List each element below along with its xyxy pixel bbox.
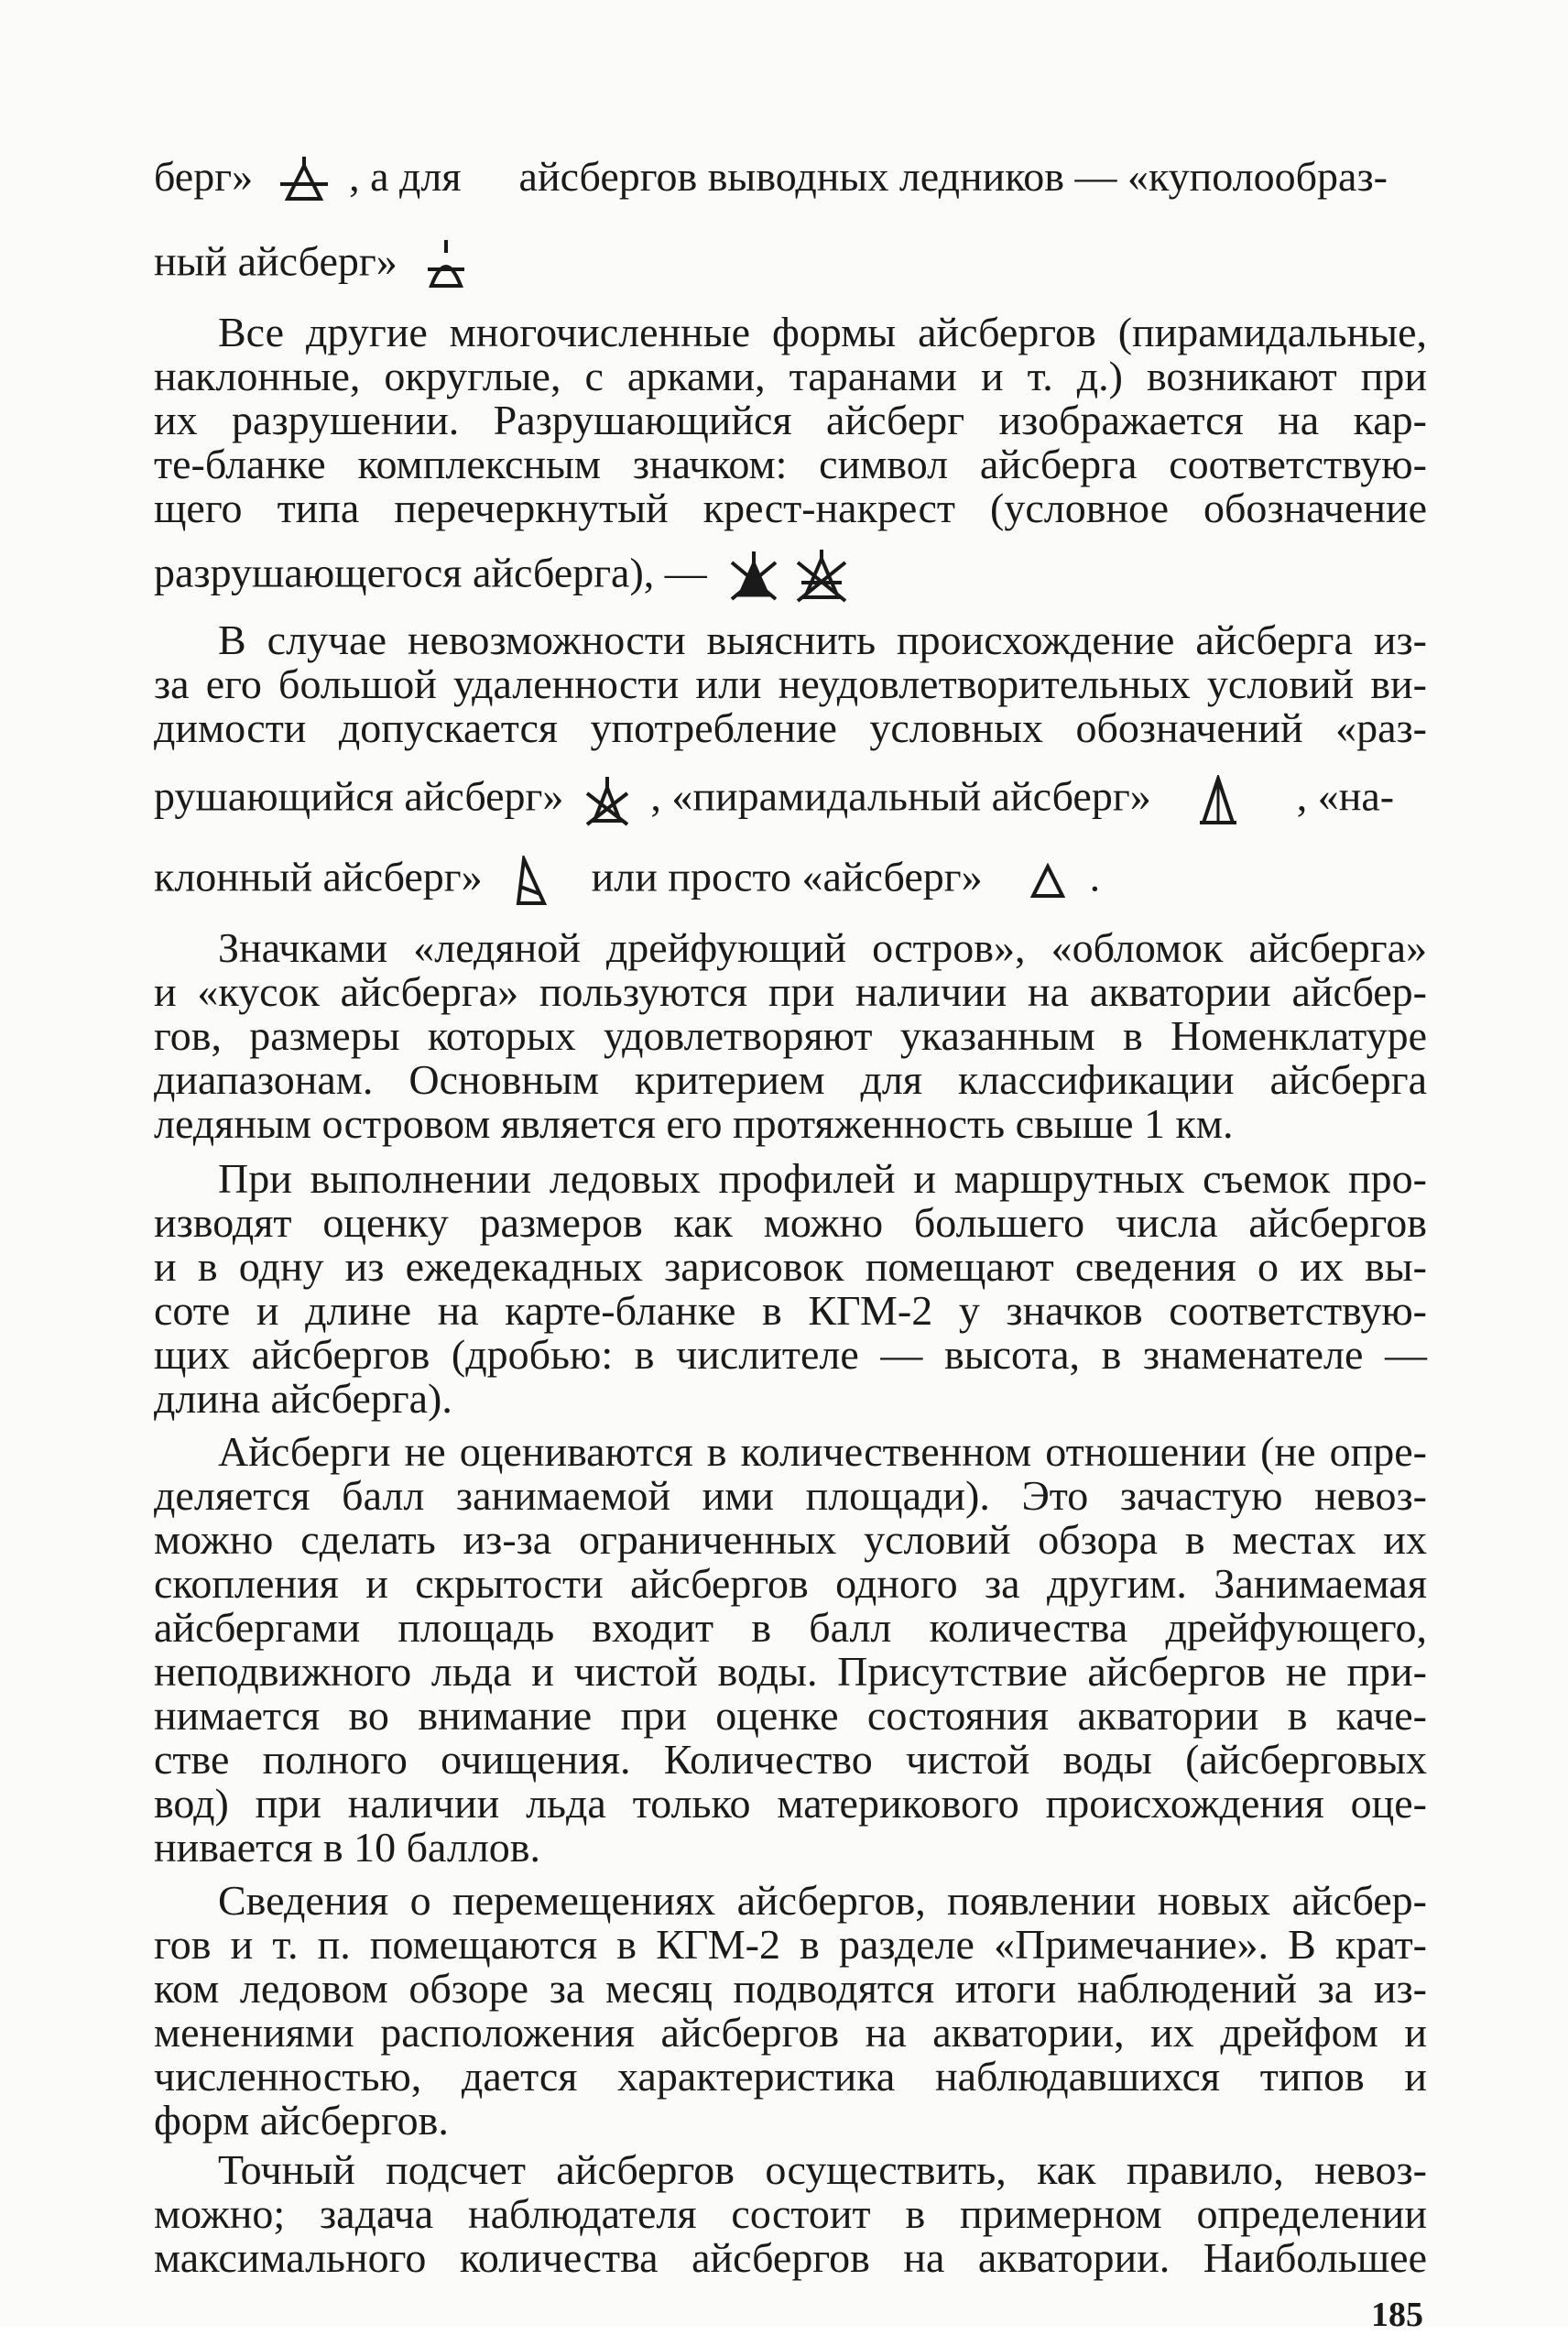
text-line: можно; задача наблюдателя состоит в примерном определении — [154, 2190, 1427, 2237]
text-line: ледяным островом является его протяженность свыше 1 км. — [154, 1100, 1234, 1147]
text-line: и «кусок айсберга» пользуются при наличии на акватории айсбер- — [154, 968, 1427, 1015]
text-line: гов, размеры которых удовлетворяют указанным в Номенклатуре — [154, 1012, 1427, 1059]
text-fragment: , «на- — [1296, 772, 1395, 820]
text-line: Точный подсчет айсбергов осуществить, как правило, невоз- — [218, 2146, 1427, 2193]
text-fragment: ный айсберг» — [154, 237, 397, 285]
text-line: менениями расположения айсбергов на акватории, их дрейфом и — [154, 2009, 1427, 2056]
text-line: Значками «ледяной дрейфующий остров», «обломок айсберга» — [218, 924, 1427, 971]
text-line: неподвижного льда и чистой воды. Присутствие айсбергов не при- — [154, 1648, 1427, 1695]
text-line: нимается во внимание при оценке состояния акватории в каче- — [154, 1692, 1427, 1739]
text-line: скопления и скрытости айсбергов одного за другим. Занимаемая — [154, 1560, 1427, 1607]
text-line: и в одну из ежедекадных зарисовок помещают сведения о их вы- — [154, 1243, 1427, 1290]
text-line: Все другие многочисленные формы айсбергов (пирамидальные, — [218, 309, 1427, 355]
text-fragment: айсбергов выводных ледников — «куполообраз- — [518, 153, 1388, 200]
text-line: Айсберги не оцениваются в количественном отношении (не опре- — [218, 1428, 1427, 1475]
text-line-with-symbols — [154, 772, 1427, 826]
text-line: гов и т. п. помещаются в КГМ-2 в разделе «Примечание». В крат- — [154, 1921, 1427, 1968]
iceberg-symbol-icon — [1029, 863, 1066, 900]
text-line: можно сделать из-за ограниченных условий обзора в местах их — [154, 1516, 1427, 1563]
inclined-iceberg-symbol-icon — [513, 856, 550, 907]
text-line: максимального количества айсбергов на акватории. Наибольшее — [154, 2234, 1427, 2281]
tabular-iceberg-symbol-icon — [280, 157, 328, 204]
text-fragment: , а для — [349, 153, 462, 200]
disintegrating-iceberg-symbol-icon — [796, 550, 847, 605]
text-line: деляется балл занимаемой ими площади). Это зачастую невоз- — [154, 1472, 1427, 1519]
text-line: При выполнении ледовых профилей и маршрутных съемок про- — [218, 1155, 1427, 1202]
text-line-with-symbols — [154, 550, 1427, 605]
text-line: форм айсбергов. — [154, 2097, 449, 2144]
text-line: В случае невозможности выяснить происхождение айсберга из- — [218, 616, 1427, 663]
text-line: димости допускается употребление условных обозначений «раз- — [154, 704, 1427, 751]
text-line: их разрушении. Разрушающийся айсберг изображается на кар- — [154, 397, 1427, 443]
text-line: стве полного очищения. Количество чистой воды (айсберговых — [154, 1736, 1427, 1783]
text-line: те-бланке комплексным значком: символ айсберга соответствую- — [154, 441, 1427, 487]
text-fragment: рушающийся айсберг» — [154, 772, 564, 820]
text-line-with-symbols — [154, 853, 1427, 907]
text-fragment: или просто «айсберг» — [591, 853, 983, 900]
text-line: ком ледовом обзоре за месяц подводятся итоги наблюдений за из- — [154, 1965, 1427, 2012]
text-line: диапазонам. Основным критерием для классификации айсберга — [154, 1056, 1427, 1103]
text-line-2 — [154, 237, 1427, 291]
text-line-1 — [154, 153, 1427, 204]
text-line: айсбергами площадь входит в балл количества дрейфующего, — [154, 1604, 1427, 1651]
pyramidal-iceberg-symbol-icon — [1198, 775, 1238, 826]
text-fragment: , «пирамидальный айсберг» — [650, 772, 1151, 820]
text-line: за его большой удаленности или неудовлетворительных условий ви- — [154, 660, 1427, 707]
text-line: изводят оценку размеров как можно большего числа айсбергов — [154, 1199, 1427, 1246]
text-line: нивается в 10 баллов. — [154, 1824, 540, 1871]
disintegrating-iceberg-symbol-icon — [583, 775, 631, 826]
text-fragment: клонный айсберг» — [154, 853, 483, 900]
text-line: щих айсбергов (дробью: в числителе — высота, в знаменателе — — [154, 1331, 1427, 1378]
text-line: длина айсберга). — [154, 1375, 452, 1422]
disintegrating-iceberg-symbol-icon — [730, 551, 778, 603]
text-fragment: разрушающегося айсберга), — — [154, 549, 707, 596]
text-line: щего типа перечеркнутый крест-накрест (условное обозначение — [154, 485, 1427, 531]
text-line: Сведения о перемещениях айсбергов, появлении новых айсбер- — [218, 1877, 1427, 1924]
dome-iceberg-symbol-icon — [424, 240, 468, 291]
text-line: наклонные, округлые, с арками, таранами и т. д.) возникают при — [154, 353, 1427, 399]
text-fragment: . — [1089, 853, 1101, 900]
page-number: 185 — [1371, 2296, 1423, 2334]
text-fragment: берг» — [154, 153, 254, 200]
text-line: соте и длине на карте-бланке в КГМ-2 у значков соответствую- — [154, 1287, 1427, 1334]
text-line: вод) при наличии льда только материкового происхождения оце- — [154, 1780, 1427, 1827]
text-line: численностью, дается характеристика наблюдавшихся типов и — [154, 2053, 1427, 2100]
